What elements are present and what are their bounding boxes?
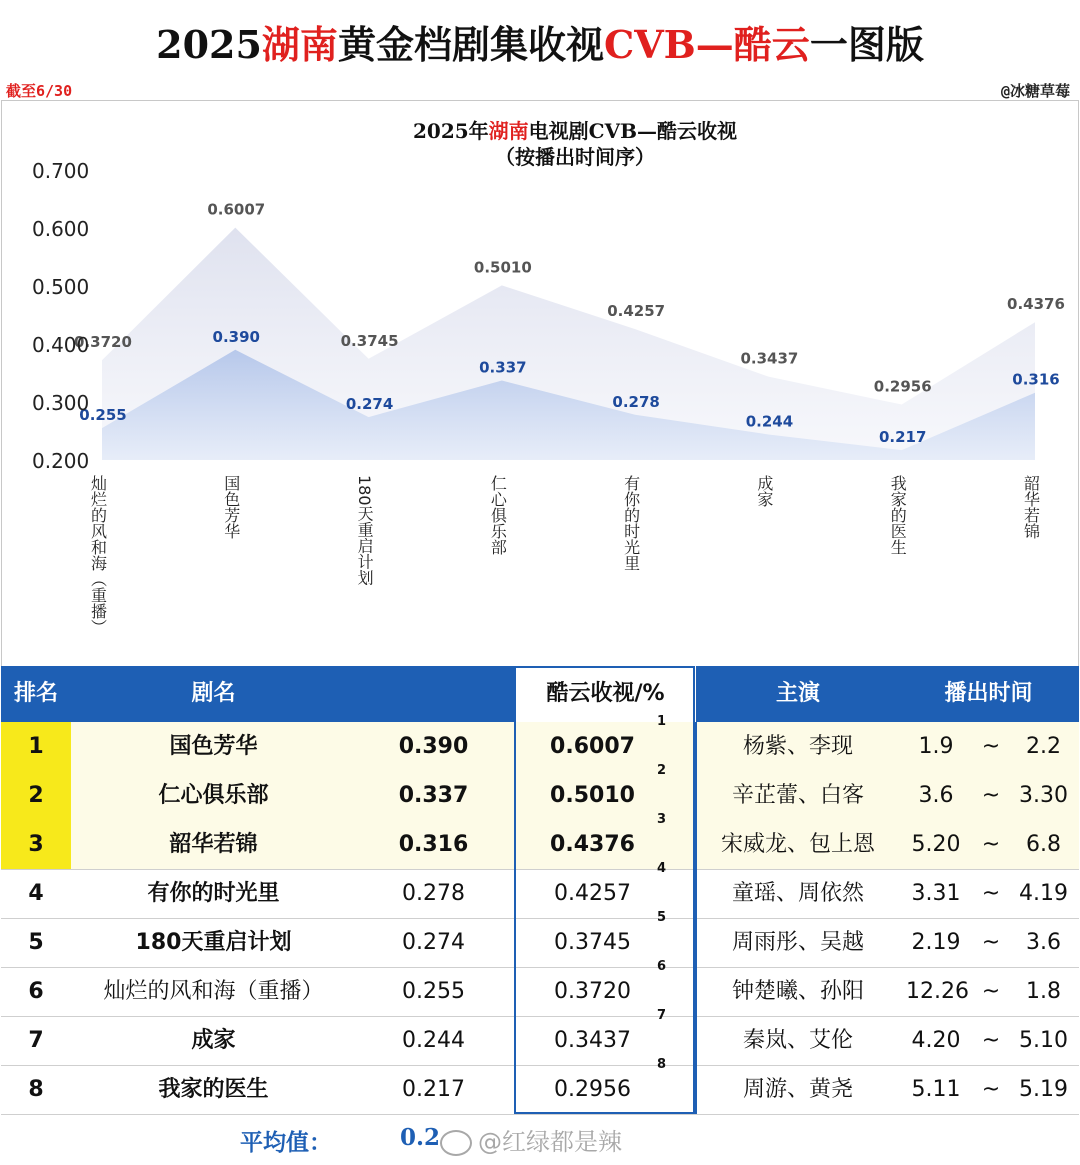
row-cvb: 0.255 xyxy=(402,979,465,1004)
y-tick-label: 0.200 xyxy=(32,449,90,473)
row-tilde: ~ xyxy=(981,881,1001,906)
row-rank: 6 xyxy=(28,979,44,1004)
average-value: 0.2 xyxy=(400,1124,441,1151)
row-cast: 钟楚曦、孙阳 xyxy=(731,979,864,1004)
row-end: 6.8 xyxy=(1026,832,1061,857)
chart-title-year: 2025年 xyxy=(412,119,489,143)
x-category-label: 国色芳华 xyxy=(221,475,241,539)
row-kuyun-rank: 2 xyxy=(657,763,667,778)
data-label: 0.274 xyxy=(345,395,394,414)
row-name: 仁心俱乐部 xyxy=(158,783,269,808)
row-cvb: 0.337 xyxy=(398,783,469,808)
row-end: 5.19 xyxy=(1019,1077,1068,1102)
data-label: 0.6007 xyxy=(207,200,266,219)
row-kuyun: 0.4376 xyxy=(550,832,635,857)
row-tilde: ~ xyxy=(981,1028,1001,1053)
row-cvb: 0.244 xyxy=(402,1028,465,1053)
row-start: 4.20 xyxy=(911,1028,961,1053)
x-category-label: 有你的时光里 xyxy=(621,475,641,571)
header-airtime: 播出时间 xyxy=(944,681,1033,706)
row-name: 有你的时光里 xyxy=(147,881,280,906)
data-label: 0.2956 xyxy=(873,377,932,396)
row-cvb: 0.278 xyxy=(402,881,465,906)
table-row xyxy=(1,959,1079,1017)
row-tilde: ~ xyxy=(981,832,1001,857)
x-category-label: 韶华若锦 xyxy=(1021,475,1041,539)
row-end: 2.2 xyxy=(1026,734,1061,759)
title-year: 2025 xyxy=(156,22,262,67)
row-kuyun: 0.4257 xyxy=(554,881,631,906)
row-end: 3.6 xyxy=(1026,930,1061,955)
row-name: 我家的医生 xyxy=(158,1077,269,1102)
chart-panel xyxy=(1,100,1079,668)
row-kuyun: 0.3720 xyxy=(554,979,631,1004)
row-cast: 辛芷蕾、白客 xyxy=(731,783,864,808)
row-rank: 1 xyxy=(28,734,44,759)
chart-title-rest: 电视剧CVB—酷云收视 xyxy=(528,119,737,143)
data-label: 0.4257 xyxy=(607,302,666,321)
row-cvb: 0.390 xyxy=(398,734,469,759)
table-row xyxy=(1,1008,1079,1066)
row-cvb: 0.217 xyxy=(402,1077,465,1102)
row-kuyun-rank: 6 xyxy=(657,959,667,974)
y-tick-label: 0.600 xyxy=(32,217,90,241)
row-cvb: 0.274 xyxy=(402,930,465,955)
table-row xyxy=(1,812,1079,870)
table-row xyxy=(1,861,1079,919)
row-kuyun-rank: 5 xyxy=(657,910,667,925)
title-source: CVB—酷云 xyxy=(603,22,810,67)
data-label: 0.3437 xyxy=(740,349,799,368)
y-tick-label: 0.500 xyxy=(32,275,90,299)
row-kuyun: 0.2956 xyxy=(554,1077,631,1102)
table-row xyxy=(1,763,1079,821)
row-start: 3.6 xyxy=(918,783,954,808)
y-tick-label: 0.300 xyxy=(32,391,90,415)
data-label: 0.244 xyxy=(745,412,794,431)
table-row xyxy=(1,910,1079,968)
row-start: 5.11 xyxy=(911,1077,961,1102)
title-middle: 黄金档剧集收视 xyxy=(337,22,604,67)
header-kuyun: 酷云收视/% xyxy=(515,666,696,722)
row-start: 2.19 xyxy=(911,930,961,955)
row-tilde: ~ xyxy=(981,734,1001,759)
chart-title xyxy=(0,118,1080,170)
data-label: 0.5010 xyxy=(473,258,532,277)
row-name: 国色芳华 xyxy=(169,734,258,759)
x-category-label: 我家的医生 xyxy=(888,475,908,555)
as-of-date: 截至6/30 xyxy=(6,82,73,100)
data-label: 0.255 xyxy=(79,406,127,425)
row-tilde: ~ xyxy=(981,1077,1001,1102)
row-kuyun: 0.3745 xyxy=(554,930,631,955)
row-name: 成家 xyxy=(191,1028,236,1053)
header-rank: 排名 xyxy=(13,681,58,706)
chart-title-region: 湖南 xyxy=(488,119,529,143)
row-cast: 秦岚、艾伦 xyxy=(742,1028,853,1053)
column-divider xyxy=(695,722,697,1114)
table-header xyxy=(1,666,1079,722)
watermark-text: @红绿都是辣 xyxy=(478,1128,622,1156)
row-end: 4.19 xyxy=(1019,881,1068,906)
x-category-label: 180天重启计划 xyxy=(355,475,375,586)
data-label: 0.278 xyxy=(612,392,660,411)
row-cast: 童瑶、周依然 xyxy=(731,881,864,906)
table-row xyxy=(1,1057,1079,1115)
header-cast: 主演 xyxy=(775,681,820,706)
weibo-eye-icon xyxy=(440,1130,472,1156)
row-rank: 2 xyxy=(28,783,44,808)
data-label: 0.316 xyxy=(1012,370,1060,389)
row-kuyun: 0.6007 xyxy=(550,734,635,759)
row-kuyun: 0.5010 xyxy=(550,783,635,808)
row-start: 12.26 xyxy=(906,979,969,1004)
row-rank: 8 xyxy=(28,1077,44,1102)
row-rank: 4 xyxy=(28,881,44,906)
weibo-watermark xyxy=(440,1122,622,1157)
y-tick-label: 0.700 xyxy=(32,159,90,183)
data-label: 0.3745 xyxy=(340,331,399,350)
data-label: 0.3720 xyxy=(74,333,132,352)
row-kuyun-rank: 7 xyxy=(657,1008,667,1023)
row-end: 1.8 xyxy=(1026,979,1061,1004)
x-category-label: 成家 xyxy=(754,475,774,507)
title-region: 湖南 xyxy=(261,22,338,67)
row-kuyun-rank: 8 xyxy=(657,1057,667,1072)
y-tick-label: 0.400 xyxy=(32,333,90,357)
x-category-label: 灿烂的风和海（重播） xyxy=(88,475,108,635)
title-suffix: 一图版 xyxy=(809,22,924,67)
row-rank: 5 xyxy=(28,930,44,955)
row-end: 3.30 xyxy=(1019,783,1068,808)
author-credit: @冰糖草莓 xyxy=(1000,82,1070,100)
row-cvb: 0.316 xyxy=(398,832,469,857)
table-row xyxy=(1,714,1079,772)
area-chart xyxy=(2,101,1078,667)
row-name: 灿烂的风和海（重播） xyxy=(103,979,324,1004)
row-kuyun-rank: 1 xyxy=(657,714,667,729)
row-kuyun-rank: 3 xyxy=(657,812,667,827)
row-cast: 杨紫、李现 xyxy=(742,734,853,759)
row-cast: 周游、黄尧 xyxy=(742,1077,853,1102)
row-start: 5.20 xyxy=(911,832,961,857)
data-label: 0.217 xyxy=(878,428,927,447)
main-title xyxy=(0,14,1080,69)
row-tilde: ~ xyxy=(981,783,1001,808)
header-name: 剧名 xyxy=(191,681,236,706)
x-category-label: 仁心俱乐部 xyxy=(488,475,508,555)
row-start: 1.9 xyxy=(918,734,954,759)
row-start: 3.31 xyxy=(911,881,961,906)
row-cast: 周雨彤、吴越 xyxy=(731,930,864,955)
row-end: 5.10 xyxy=(1019,1028,1068,1053)
row-tilde: ~ xyxy=(981,979,1001,1004)
row-tilde: ~ xyxy=(981,930,1001,955)
row-cast: 宋威龙、包上恩 xyxy=(720,832,875,857)
row-kuyun: 0.3437 xyxy=(554,1028,631,1053)
data-label: 0.337 xyxy=(479,358,527,377)
row-rank: 7 xyxy=(28,1028,44,1053)
data-label: 0.390 xyxy=(212,327,261,346)
row-rank: 3 xyxy=(28,832,44,857)
row-kuyun-rank: 4 xyxy=(657,861,667,876)
data-label: 0.4376 xyxy=(1007,295,1065,314)
row-name: 韶华若锦 xyxy=(169,832,258,857)
row-name: 180天重启计划 xyxy=(135,930,292,955)
chart-subtitle: （按播出时间序） xyxy=(495,145,655,169)
average-label: 平均值： xyxy=(240,1129,332,1156)
